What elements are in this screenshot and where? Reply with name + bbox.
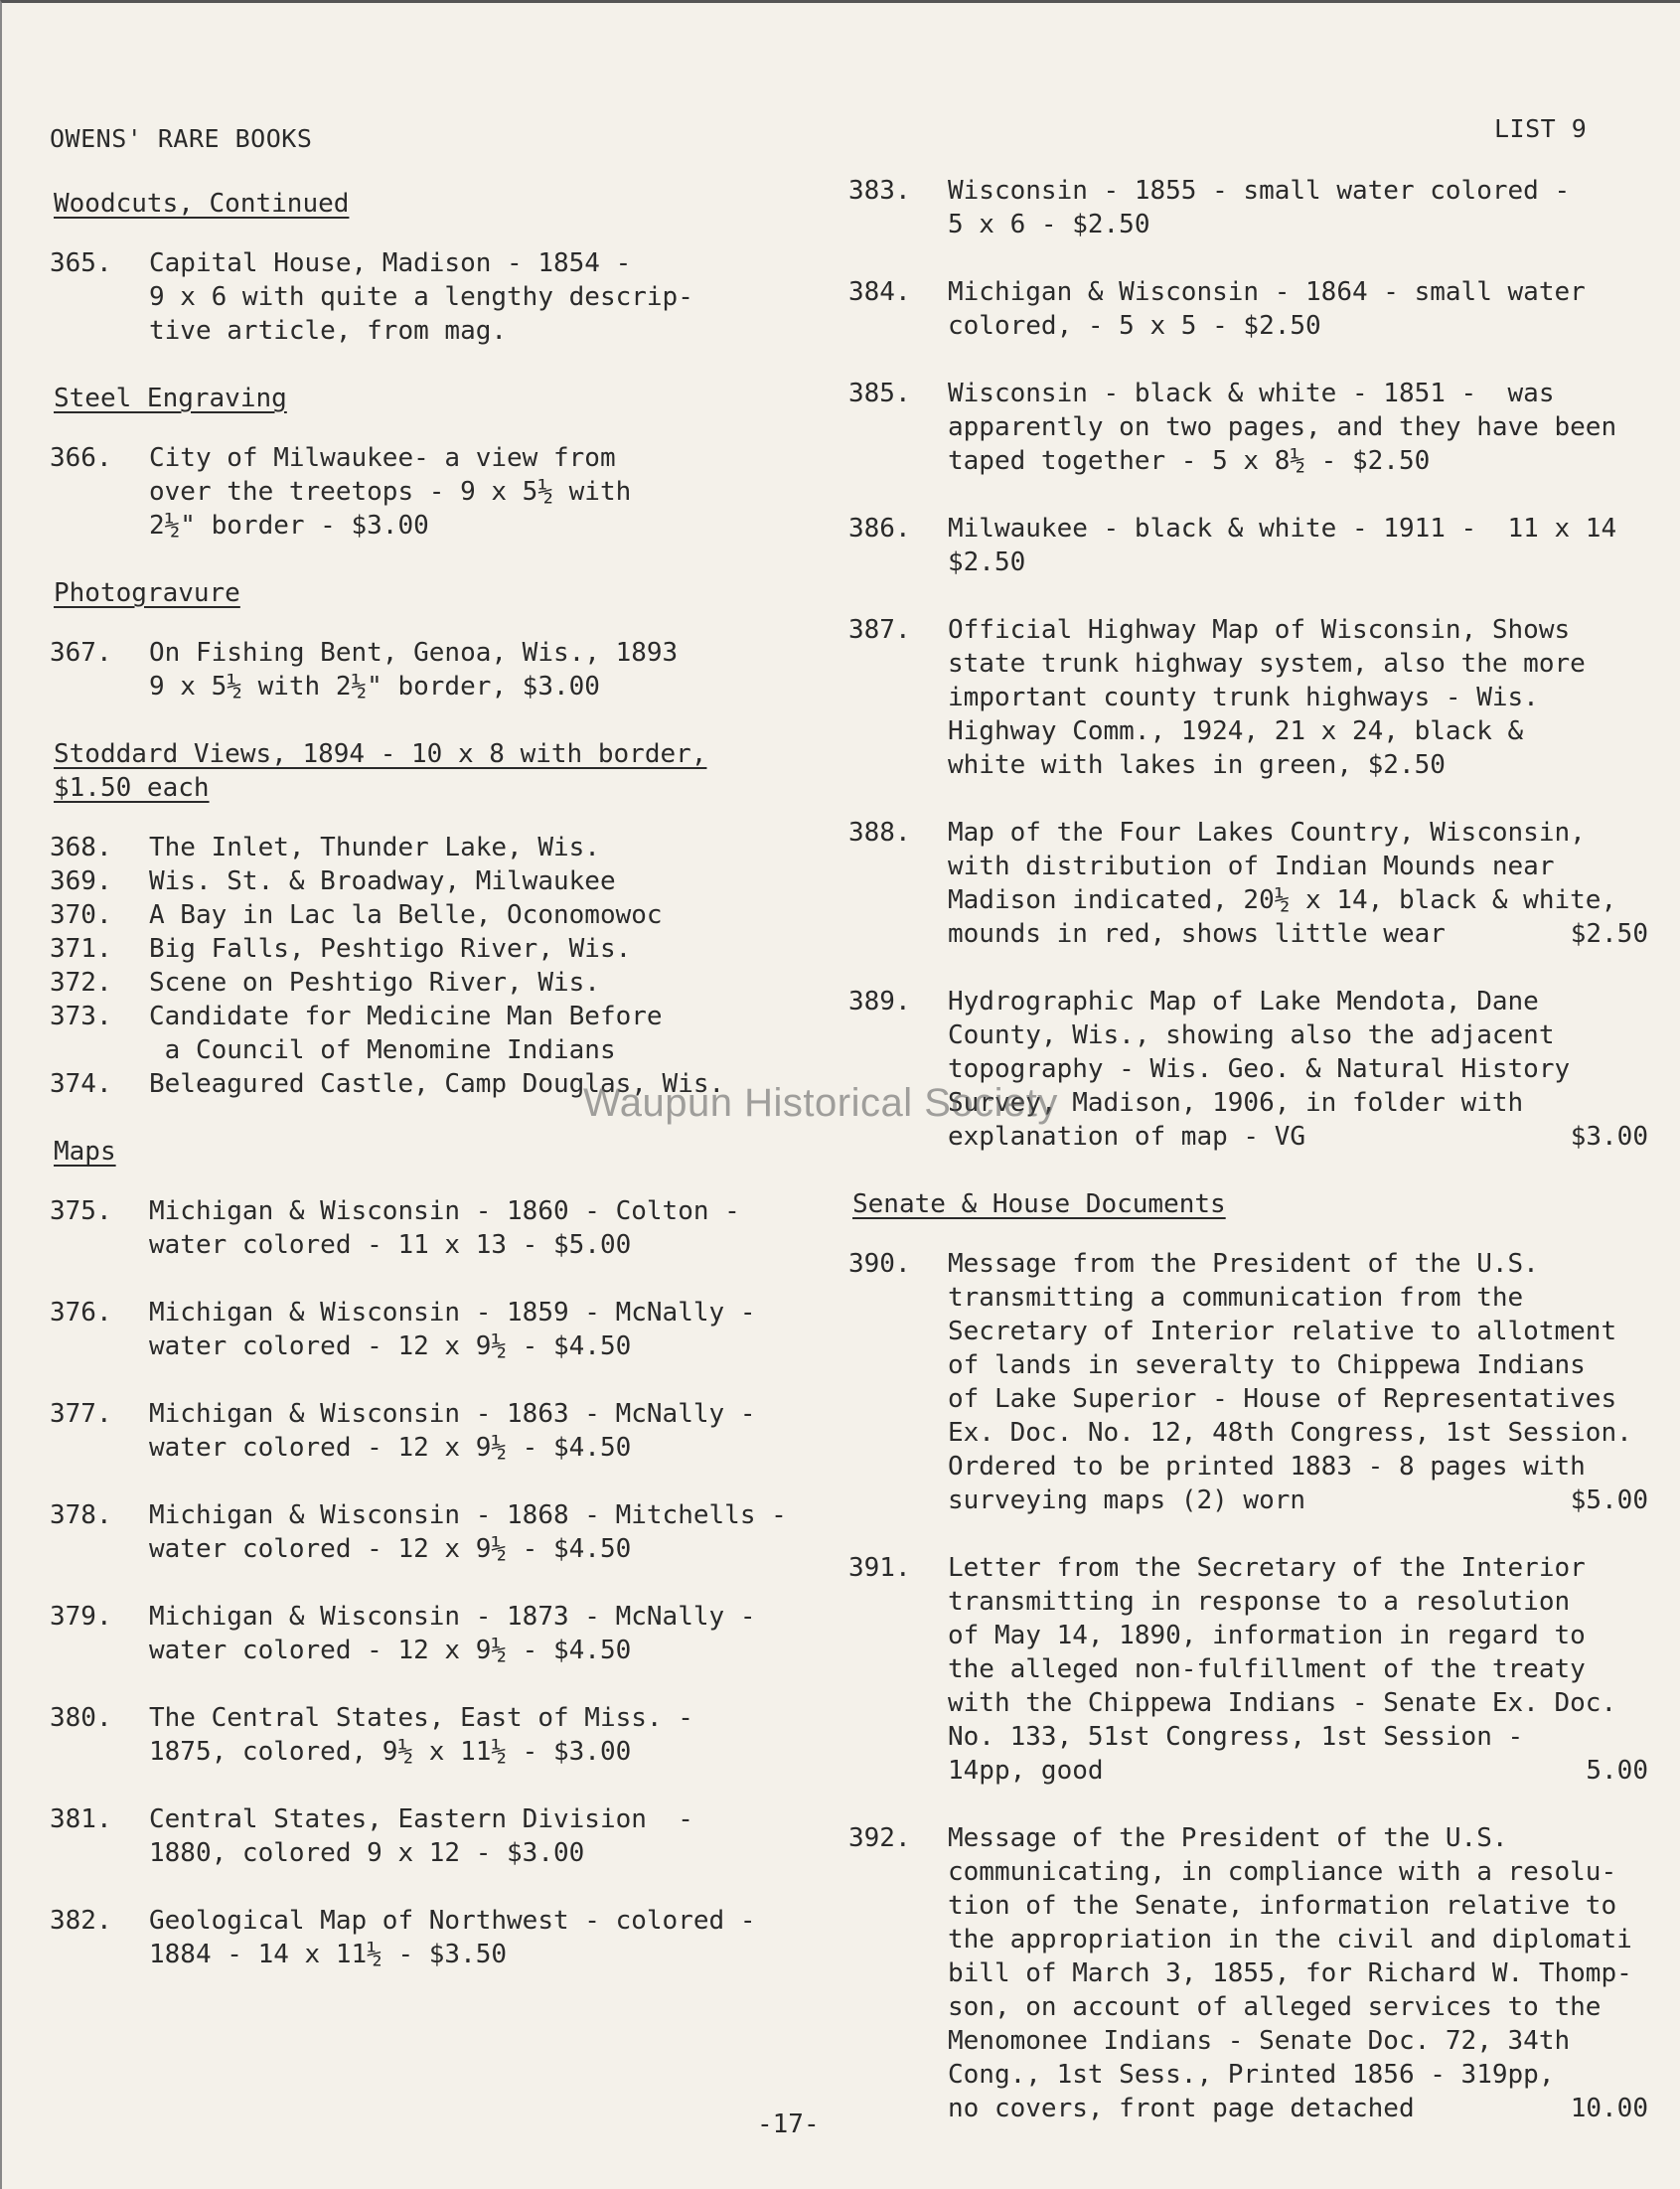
catalog-item xyxy=(50,1194,844,1262)
item-line: 14pp, good xyxy=(948,1756,1104,1786)
item-line: transmitting a communication from the xyxy=(948,1283,1524,1313)
item-description xyxy=(149,1397,844,1465)
stoddard-heading-line1: Stoddard Views, 1894 - 10 x 8 with border, xyxy=(54,739,707,769)
item-description: Wis. St. & Broadway, Milwaukee xyxy=(149,866,616,896)
item-line: son, on account of alleged services to the xyxy=(948,1992,1602,2022)
item-description xyxy=(948,377,1678,478)
item-line: colored, - 5 x 5 - $2.50 xyxy=(948,311,1321,341)
item-line: over the treetops - 9 x 5½ with xyxy=(149,477,632,507)
item-line: Michigan & Wisconsin - 1860 - Colton - xyxy=(149,1196,740,1226)
item-number: 375. xyxy=(50,1196,112,1226)
item-line: water colored - 12 x 9½ - $4.50 xyxy=(149,1534,632,1564)
item-line: 5 x 6 - $2.50 xyxy=(948,210,1150,239)
item-number: 366. xyxy=(50,443,112,473)
item-line: with distribution of Indian Mounds near xyxy=(948,852,1555,881)
maps-list xyxy=(50,1194,844,1971)
item-line: Wisconsin - black & white - 1851 - was xyxy=(948,379,1555,408)
item-number: 385. xyxy=(848,379,911,408)
catalog-item xyxy=(50,1701,844,1769)
list-number: LIST 9 xyxy=(1494,114,1588,143)
item-line: The Central States, East of Miss. - xyxy=(149,1703,693,1733)
item-number: 369. xyxy=(50,866,112,896)
item-line: Hydrographic Map of Lake Mendota, Dane xyxy=(948,987,1539,1016)
item-line: white with lakes in green, $2.50 xyxy=(948,750,1446,780)
item-line: On Fishing Bent, Genoa, Wis., 1893 xyxy=(149,638,679,668)
catalog-item xyxy=(50,898,844,932)
item-line: Ex. Doc. No. 12, 48th Congress, 1st Session. xyxy=(948,1418,1632,1448)
item-line: water colored - 12 x 9½ - $4.50 xyxy=(149,1433,632,1463)
item-line: Highway Comm., 1924, 21 x 24, black & xyxy=(948,716,1524,746)
item-line: of Lake Superior - House of Representatives xyxy=(948,1384,1617,1414)
right-column xyxy=(848,174,1678,2159)
item-line: water colored - 12 x 9½ - $4.50 xyxy=(149,1636,632,1665)
catalog-item xyxy=(50,1397,844,1465)
item-line: surveying maps (2) worn xyxy=(948,1485,1306,1515)
steel-list xyxy=(50,441,844,543)
item-line: Milwaukee - black & white - 1911 - 11 x 14 xyxy=(948,514,1617,544)
stoddard-list xyxy=(50,831,844,1101)
item-price: 10.00 xyxy=(1570,2094,1648,2123)
item-number: 389. xyxy=(848,987,911,1016)
item-line: taped together - 5 x 8½ - $2.50 xyxy=(948,446,1431,476)
item-price: 5.00 xyxy=(1586,1756,1648,1786)
catalog-item xyxy=(50,1904,844,1971)
item-line: topography - Wis. Geo. & Natural History xyxy=(948,1054,1571,1084)
item-line: City of Milwaukee- a view from xyxy=(149,443,616,473)
section-heading-photogravure: Photogravure xyxy=(54,578,240,608)
item-number: 380. xyxy=(50,1703,112,1733)
item-description xyxy=(948,174,1678,241)
item-line: water colored - 12 x 9½ - $4.50 xyxy=(149,1331,632,1361)
item-number: 376. xyxy=(50,1298,112,1328)
section-heading-senate: Senate & House Documents xyxy=(852,1189,1226,1219)
catalog-item xyxy=(848,512,1678,579)
catalog-item xyxy=(848,816,1678,951)
catalog-item xyxy=(848,174,1678,241)
section-heading-stoddard xyxy=(54,737,749,805)
item-number: 378. xyxy=(50,1500,112,1530)
item-description xyxy=(948,1821,1678,2125)
item-description xyxy=(948,1551,1678,1788)
item-number: 374. xyxy=(50,1069,112,1099)
item-number: 381. xyxy=(50,1804,112,1834)
item-line: no covers, front page detached xyxy=(948,2094,1415,2123)
catalog-item xyxy=(848,1247,1678,1517)
item-number: 386. xyxy=(848,514,911,544)
catalog-item xyxy=(50,831,844,864)
item-description: Big Falls, Peshtigo River, Wis. xyxy=(149,934,632,964)
item-line: the appropriation in the civil and diplomati xyxy=(948,1925,1632,1954)
item-line: mounds in red, shows little wear xyxy=(948,919,1446,949)
photogravure-list xyxy=(50,636,844,704)
item-number: 382. xyxy=(50,1906,112,1936)
item-line: Message from the President of the U.S. xyxy=(948,1249,1539,1279)
catalog-item xyxy=(50,966,844,1000)
senate-list xyxy=(848,1247,1678,2125)
item-description: The Inlet, Thunder Lake, Wis. xyxy=(149,833,600,862)
catalog-item xyxy=(50,636,844,704)
catalog-item xyxy=(50,1296,844,1363)
item-line: 9 x 6 with quite a lengthy descrip- xyxy=(149,282,693,312)
watermark: Waupun Historical Society xyxy=(583,1081,1058,1125)
catalog-item xyxy=(848,1551,1678,1788)
item-number: 388. xyxy=(848,818,911,848)
item-line: No. 133, 51st Congress, 1st Session - xyxy=(948,1722,1524,1752)
item-line: Madison indicated, 20½ x 14, black & white, xyxy=(948,885,1617,915)
item-description xyxy=(948,512,1678,579)
item-description xyxy=(149,1498,844,1566)
catalog-item xyxy=(848,613,1678,782)
item-line: Capital House, Madison - 1854 - xyxy=(149,248,632,278)
item-line: Survey, Madison, 1906, in folder with xyxy=(948,1088,1524,1118)
item-number: 365. xyxy=(50,248,112,278)
item-line: Map of the Four Lakes Country, Wisconsin, xyxy=(948,818,1586,848)
item-number: 383. xyxy=(848,176,911,206)
item-number: 392. xyxy=(848,1823,911,1853)
item-number: 371. xyxy=(50,934,112,964)
item-line: $2.50 xyxy=(948,547,1026,577)
item-line: 9 x 5½ with 2½" border, $3.00 xyxy=(149,672,600,702)
catalog-item xyxy=(50,932,844,966)
item-number: 390. xyxy=(848,1249,911,1279)
item-price-line xyxy=(948,2092,1678,2125)
item-description xyxy=(149,1802,844,1870)
item-line: Message of the President of the U.S. xyxy=(948,1823,1508,1853)
catalog-item xyxy=(50,864,844,898)
item-line: the alleged non-fulfillment of the treaty xyxy=(948,1654,1586,1684)
catalog-item xyxy=(50,1802,844,1870)
item-line: with the Chippewa Indians - Senate Ex. Doc. xyxy=(948,1688,1617,1718)
item-number: 391. xyxy=(848,1553,911,1583)
item-line: Secretary of Interior relative to allotment xyxy=(948,1317,1617,1346)
item-line: 1880, colored 9 x 12 - $3.00 xyxy=(149,1838,585,1868)
item-line: tive article, from mag. xyxy=(149,316,508,346)
item-line: transmitting in response to a resolution xyxy=(948,1587,1571,1617)
item-line: Cong., 1st Sess., Printed 1856 - 319pp, xyxy=(948,2060,1555,2090)
maps-continued-list xyxy=(848,174,1678,1154)
item-line: Letter from the Secretary of the Interior xyxy=(948,1553,1586,1583)
section-heading-steel: Steel Engraving xyxy=(54,384,287,413)
item-line: Central States, Eastern Division - xyxy=(149,1804,693,1834)
item-description xyxy=(948,613,1678,782)
item-number: 367. xyxy=(50,638,112,668)
section-heading-woodcuts: Woodcuts, Continued xyxy=(54,189,350,219)
item-line: Michigan & Wisconsin - 1864 - small water xyxy=(948,277,1586,307)
catalog-item xyxy=(50,1498,844,1566)
item-line: of lands in severalty to Chippewa Indians xyxy=(948,1350,1586,1380)
item-line: Official Highway Map of Wisconsin, Shows xyxy=(948,615,1571,645)
item-description xyxy=(149,1600,844,1667)
catalog-item xyxy=(848,1821,1678,2125)
item-number: 377. xyxy=(50,1399,112,1429)
item-line: Michigan & Wisconsin - 1868 - Mitchells - xyxy=(149,1500,787,1530)
item-number: 373. xyxy=(50,1002,112,1031)
item-number: 372. xyxy=(50,968,112,998)
item-description xyxy=(948,816,1678,951)
item-line: water colored - 11 x 13 - $5.00 xyxy=(149,1230,632,1260)
catalog-item xyxy=(50,1000,844,1067)
item-price: $2.50 xyxy=(1570,919,1648,949)
item-price: $3.00 xyxy=(1570,1122,1648,1152)
item-description xyxy=(149,1194,844,1262)
item-description xyxy=(149,1296,844,1363)
item-number: 384. xyxy=(848,277,911,307)
item-line: Michigan & Wisconsin - 1863 - McNally - xyxy=(149,1399,756,1429)
catalog-item xyxy=(50,1600,844,1667)
item-line: 2½" border - $3.00 xyxy=(149,511,429,541)
item-description: A Bay in Lac la Belle, Oconomowoc xyxy=(149,900,663,930)
item-description: Candidate for Medicine Man Before a Council of Menomine Indians xyxy=(149,1002,663,1065)
item-description xyxy=(149,1701,844,1769)
page-number: -17- xyxy=(757,2110,820,2139)
item-description xyxy=(149,441,844,543)
item-line: state trunk highway system, also the more xyxy=(948,649,1586,679)
catalog-item xyxy=(50,246,844,348)
item-number: 370. xyxy=(50,900,112,930)
item-line: explanation of map - VG xyxy=(948,1122,1306,1152)
catalog-item xyxy=(50,441,844,543)
item-line: Wisconsin - 1855 - small water colored - xyxy=(948,176,1571,206)
item-line: bill of March 3, 1855, for Richard W. Thomp- xyxy=(948,1958,1632,1988)
item-description xyxy=(149,1904,844,1971)
item-number: 387. xyxy=(848,615,911,645)
item-line: communicating, in compliance with a resolu- xyxy=(948,1857,1617,1887)
item-line: apparently on two pages, and they have been xyxy=(948,412,1617,442)
item-line: Geological Map of Northwest - colored - xyxy=(149,1906,756,1936)
item-price-line xyxy=(948,917,1678,951)
item-price: $5.00 xyxy=(1570,1485,1648,1515)
item-number: 368. xyxy=(50,833,112,862)
item-price-line xyxy=(948,1484,1678,1517)
woodcuts-list xyxy=(50,246,844,348)
item-line: 1875, colored, 9½ x 11½ - $3.00 xyxy=(149,1737,632,1767)
item-line: tion of the Senate, information relative to xyxy=(948,1891,1617,1921)
item-description: Scene on Peshtigo River, Wis. xyxy=(149,968,600,998)
item-line: important county trunk highways - Wis. xyxy=(948,683,1539,712)
item-description: Beleagured Castle, Camp Douglas, Wis. xyxy=(149,1069,725,1099)
item-line: of May 14, 1890, information in regard to xyxy=(948,1621,1586,1650)
item-description xyxy=(948,985,1678,1154)
catalog-item xyxy=(848,275,1678,343)
catalog-title: OWENS' RARE BOOKS xyxy=(50,124,313,153)
item-description xyxy=(948,1247,1678,1517)
item-line: Menomonee Indians - Senate Doc. 72, 34th xyxy=(948,2026,1571,2056)
item-price-line xyxy=(948,1754,1678,1788)
item-number: 379. xyxy=(50,1602,112,1632)
section-heading-maps: Maps xyxy=(54,1137,116,1167)
item-line: Ordered to be printed 1883 - 8 pages with xyxy=(948,1452,1586,1482)
item-description xyxy=(149,636,844,704)
stoddard-heading-line2: $1.50 each xyxy=(54,773,210,803)
item-line: Michigan & Wisconsin - 1873 - McNally - xyxy=(149,1602,756,1632)
item-line: County, Wis., showing also the adjacent xyxy=(948,1020,1555,1050)
catalog-item xyxy=(848,985,1678,1154)
item-description xyxy=(149,246,844,348)
item-line: 1884 - 14 x 11½ - $3.50 xyxy=(149,1940,508,1969)
catalog-item xyxy=(848,377,1678,478)
item-description xyxy=(948,275,1678,343)
item-line: Michigan & Wisconsin - 1859 - McNally - xyxy=(149,1298,756,1328)
